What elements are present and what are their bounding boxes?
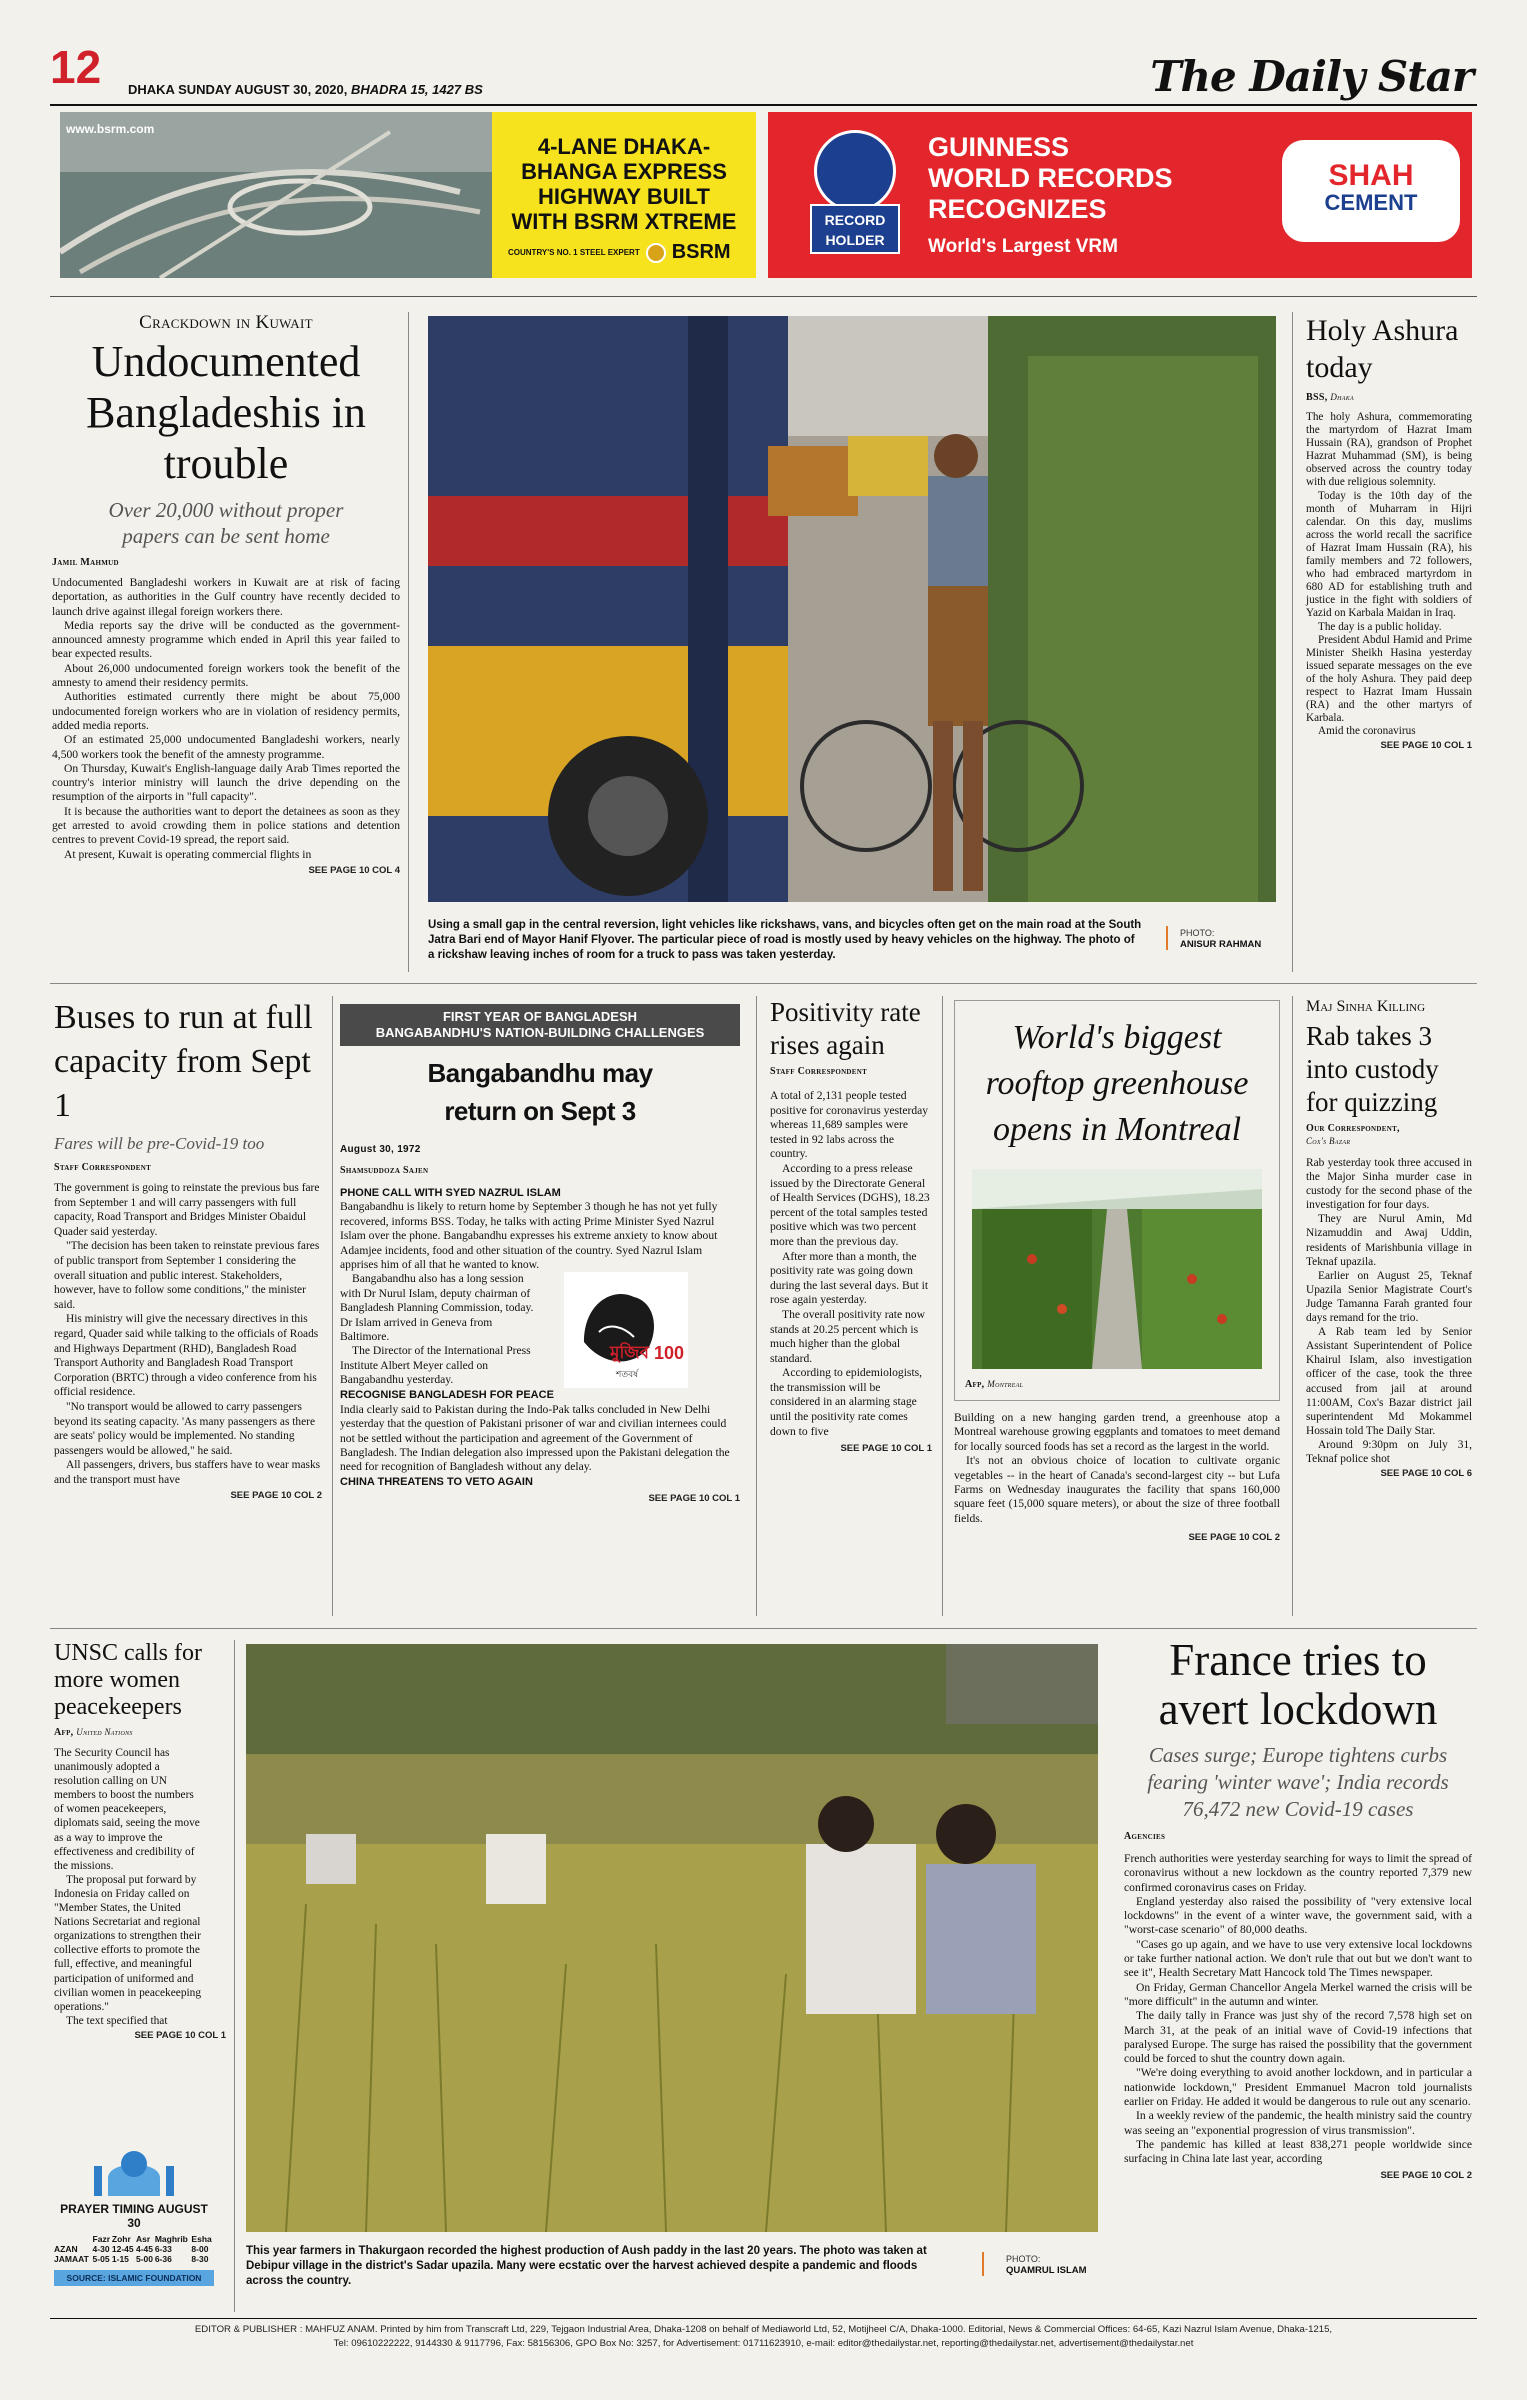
greenhouse-byline (965, 1379, 1269, 1390)
ashura-paragraph: President Abdul Hamid and Prime Minister Sheikh Hasina yesterday issued separate messages on the eve of the holy Ashura. They paid deep respect to Hazrat Imam Hussain (RA) and the other martyrs of Karbala. (1306, 633, 1472, 725)
top-photo-credit (1180, 928, 1261, 950)
mujib-100-logo (564, 1272, 688, 1388)
france-jump-link[interactable]: SEE PAGE 10 COL 2 (1380, 2169, 1472, 2181)
sinha-source: Our Correspondent, (1306, 1123, 1400, 1134)
bangabandhu-jump-link[interactable]: SEE PAGE 10 COL 1 (648, 1493, 740, 1505)
banner-line1: FIRST YEAR OF BANGLADESH (442, 1009, 638, 1024)
mosque-icon (94, 2146, 174, 2196)
top-photo-caption: Using a small gap in the central reversion, light vehicles like rickshaws, vans, and bicycles often get on the main road at the South Jatra Bari end of Mayor Hanif Flyover. The particular piece of road is mostly used by heavy vehicles on the highway. The photo of a rickshaw leaving inches of room for a truck to pass was taken yesterday. (428, 919, 1142, 961)
caption-rule (1166, 926, 1168, 950)
bangabandhu-paragraph: Bangabandhu also has a long session with Dr Nurul Islam, deputy chairman of Bangladesh Planning Commission, today. Dr Islam arrived in Geneva from Baltimore. (340, 1272, 534, 1344)
sinha-byline (1306, 1123, 1472, 1148)
column-rule (408, 312, 409, 972)
kuwait-headline[interactable]: Undocumented Bangladeshis in trouble (86, 337, 366, 488)
buses-jump-link[interactable]: SEE PAGE 10 COL 2 (230, 1490, 322, 1502)
kuwait-kicker: Crackdown in Kuwait (139, 312, 313, 333)
buses-body (54, 1181, 322, 1487)
prayer-timing-box (54, 2146, 214, 2286)
prayer-row (54, 2254, 214, 2264)
credit-name: ANISUR RAHMAN (1180, 939, 1262, 950)
sinha-body (1306, 1156, 1472, 1466)
date-text: DHAKA SUNDAY AUGUST 30, 2020, (128, 82, 348, 97)
bangabandhu-headline[interactable]: Bangabandhu may return on Sept 3 (427, 1058, 653, 1126)
positivity-jump-link[interactable]: SEE PAGE 10 COL 1 (840, 1443, 932, 1455)
prayer-cell: 5-00 (135, 2254, 153, 2264)
guinness-line2: WORLD RECORDS (928, 163, 1173, 193)
prayer-cell: 4-30 (92, 2244, 110, 2254)
france-paragraph: In a weekly review of the pandemic, the health ministry said the country was seeing an "exponential progression of virus transmission". (1124, 2109, 1472, 2137)
sinha-paragraph: Rab yesterday took three accused in the Major Sinha murder case in custody for the second phase of the investigation for four days. (1306, 1157, 1472, 1212)
bangabandhu-banner (340, 1004, 740, 1046)
bsrm-url[interactable]: www.bsrm.com (66, 122, 155, 136)
sinha-dateline: Cox's Bazar (1306, 1136, 1351, 1146)
buses-paragraph: "The decision has been taken to reinstate previous fares of public transport from September 1 considering the overall situation and public interest. Stakeholders, however, have to follow some conditions," the minister said. (54, 1240, 320, 1311)
buses-paragraph: All passengers, drivers, bus staffers have to wear masks and the transport must have (54, 1459, 321, 1486)
credit-name: QUAMRUL ISLAM (1006, 2265, 1087, 2276)
column-rule (942, 996, 943, 1616)
kuwait-paragraph: On Thursday, Kuwait's English-language daily Arab Times reported the country's interior ministry will launch the drive depending on the resumption of the airports in "full capacity". (52, 761, 400, 804)
prayer-source: SOURCE: ISLAMIC FOUNDATION (54, 2270, 214, 2286)
sinha-jump-link[interactable]: SEE PAGE 10 COL 6 (1380, 1468, 1472, 1480)
kuwait-paragraph: About 26,000 undocumented foreign workers took the benefit of the amnesty to amend their residency permits. (52, 661, 400, 690)
prayer-header: Asr (135, 2234, 151, 2244)
bsrm-tag: COUNTRY'S NO. 1 STEEL EXPERT (508, 248, 640, 257)
prayer-cell: 6-36 (154, 2254, 172, 2264)
france-paragraph: French authorities were yesterday searching for ways to limit the spread of coronavirus without a new lockdown as the country reported 7,379 new confirmed coronavirus cases on Friday. (1124, 1852, 1472, 1894)
footer-rule (50, 2318, 1477, 2319)
greenhouse-jump-link[interactable]: SEE PAGE 10 COL 2 (1188, 1532, 1280, 1544)
greenhouse-paragraph: It's not an obvious choice of location to cultivate organic vegetables -- in the heart of Canada's second-largest city -- but Lufa Farms on Wednesday inaugurates the facility that spans 160,000 square feet (15,000 square meters), or about the size of three football fields. (954, 1454, 1280, 1525)
bottom-photo-credit (1006, 2254, 1087, 2276)
france-byline: Agencies (1124, 1831, 1166, 1842)
guinness-text (928, 132, 1173, 262)
bsrm-logo-icon (646, 243, 666, 263)
positivity-paragraph: After more than a month, the positivity rate was going down during the last several days. But it rose again yesterday. (770, 1249, 929, 1307)
prayer-header (54, 2234, 93, 2244)
bangla-date: BHADRA 15, 1427 BS (351, 82, 483, 97)
section-rule (50, 983, 1477, 984)
france-paragraph: On Friday, German Chancellor Angela Merkel warned the crisis will be "more difficult" in the autumn and winter. (1124, 1980, 1472, 2008)
prayer-row (54, 2244, 214, 2254)
buses-paragraph: The government is going to reinstate the previous bus fare from September 1 and will carry passengers with full capacity, Road Transport and Bridges Minister Obaidul Quader said yesterday. (54, 1182, 320, 1238)
positivity-paragraph: According to epidemiologists, the transmission will be considered in an alarming stage until the positivity rate comes down to five (770, 1366, 923, 1438)
paddy-field-image (246, 1644, 1098, 2232)
buses-headline[interactable]: Buses to run at full capacity from Sept 1 (54, 999, 313, 1124)
positivity-paragraph: A total of 2,131 people tested positive for coronavirus yesterday whereas 11,689 samples were tested in 92 labs across the country. (770, 1089, 929, 1161)
unsc-headline[interactable]: UNSC calls for more women peacekeepers (54, 1640, 202, 1720)
guinness-line1: GUINNESS (928, 132, 1070, 162)
credit-label: PHOTO: (1180, 928, 1215, 938)
prayer-cell: AZAN (54, 2244, 78, 2254)
ashura-body (1306, 411, 1472, 738)
greenhouse-story (954, 1000, 1280, 1543)
newspaper-logo: The Daily Star (1150, 52, 1473, 101)
subhead: PHONE CALL WITH SYED NAZRUL ISLAM (340, 1187, 561, 1199)
ashura-jump-link[interactable]: SEE PAGE 10 COL 1 (1380, 740, 1472, 752)
kuwait-paragraph: Authorities estimated currently there might be about 75,000 undocumented foreign workers who are in violation of residency permits, added media reports. (52, 690, 400, 732)
sinha-paragraph: A Rab team led by Senior Assistant Superintendent of Police Khairul Islam, also investigation officer of the case, took the three accused from jail at around 11:00AM, Cox's Bazar district jail superintendent Md Mokammel Hossain told The Daily Star. (1306, 1326, 1472, 1437)
column-rule (756, 996, 757, 1616)
prayer-cell: JAMAAT (54, 2254, 89, 2264)
shah-brand-line2: CEMENT (1324, 190, 1418, 215)
buses-deck: Fares will be pre-Covid-19 too (54, 1134, 265, 1153)
unsc-story (54, 1640, 226, 2041)
france-headline[interactable]: France tries to avert lockdown (1158, 1635, 1438, 1734)
imprint-line: EDITOR & PUBLISHER : MAHFUZ ANAM. Printed by him from Transcraft Ltd, 229, Tejgaon Industrial Area, Dhaka-1208 on behalf of Mediaworld Ltd, 52, Motijheel C/A, Dhaka-1000. Editorial, News & Commercial Offices: 64-65, Kazi Nazrul Islam Avenue, Dhaka-1215, (194, 2324, 1333, 2335)
caption-rule (982, 2252, 984, 2276)
mujib-logo-number: 100 (654, 1343, 685, 1364)
sinha-paragraph: Around 9:30pm on July 31, Teknaf police shot (1306, 1438, 1472, 1465)
positivity-paragraph: According to a press release issued by the Directorate General of Health Services (DGHS), 18.23 percent of the total samples tested positive which was two percent more than the previous day. (770, 1161, 930, 1248)
bangabandhu-paragraph: India clearly said to Pakistan during the Indo-Pak talks concluded in New Delhi yesterday that the question of Pakistani prisoner of war and civilian internees could not be settled without the participation and agreement of the Government of Bangladesh. The Indian delegation also impressed upon the Pakistani delegation the need for recognition of Bangladesh without any delay. (340, 1402, 730, 1474)
unsc-dateline: United Nations (76, 1727, 133, 1737)
bangabandhu-body (340, 1186, 740, 1489)
ad-rule (50, 296, 1477, 297)
prayer-title: PRAYER TIMING AUGUST 30 (60, 2202, 208, 2230)
holder-label: HOLDER (825, 232, 885, 248)
france-paragraph: "We're doing everything to avoid another lockdown, and in particular a nationwide lockdown," President Emmanuel Macron told journalists earlier on Friday. He added it would be dangerous to rule out any scenario. (1124, 2066, 1472, 2109)
prayer-cell: 4-45 (135, 2244, 153, 2254)
greenhouse-paragraph: Building on a new hanging garden trend, a greenhouse atop a Montreal warehouse growing eggplants and tomatoes to meet demand for locally sourced foods has set a record as the largest in the world. (954, 1411, 1280, 1453)
ashura-byline (1306, 392, 1472, 403)
positivity-paragraph: The overall positivity rate now stands at 20.25 percent which is much higher than the global standard. (770, 1307, 925, 1365)
guinness-badge-icon (814, 130, 896, 212)
shah-brand-line1: SHAH (1328, 159, 1414, 192)
prayer-header: Fazr (92, 2234, 111, 2244)
sinha-paragraph: Earlier on August 25, Teknaf Upazila Senior Magistrate Court's Judge Tamanna Farah granted four days remand for the trio. (1306, 1269, 1472, 1325)
kuwait-byline: Jamil Mahmud (52, 557, 119, 568)
column-rule (1292, 996, 1293, 1616)
kuwait-deck: Over 20,000 without proper papers can be sent home (108, 498, 344, 548)
truck-rickshaw-photo (428, 316, 1276, 902)
prayer-header: Maghrib (154, 2234, 188, 2244)
prayer-cell: 8-30 (191, 2254, 209, 2264)
prayer-cell: 5-05 (92, 2254, 110, 2264)
bangabandhu-paragraph: The Director of the International Press Institute Albert Meyer called on Bangabandhu yesterday. (340, 1344, 531, 1387)
greenhouse-headline[interactable]: World's biggest rooftop greenhouse opens in Montreal (985, 1019, 1249, 1148)
masthead-rule (50, 104, 1477, 106)
prayer-cell: 1-15 (111, 2254, 129, 2264)
france-paragraph: England yesterday also raised the possibility of "very extensive local lockdowns" in the event of a winter wave, the government said, with a "worst-case scenario" of 80,000 deaths. (1124, 1894, 1472, 1937)
dateline (128, 82, 483, 97)
kuwait-paragraph: It is because the authorities want to deport the detainees as soon as they get arrested to avoid crowding them in police stations and detention centres to prevent Covid-19 spread, the report said. (52, 804, 400, 847)
bsrm-ad[interactable] (60, 112, 756, 278)
unsc-byline (54, 1727, 226, 1738)
credit-label: PHOTO: (1006, 2254, 1041, 2264)
kuwait-paragraph: Media reports say the drive will be conducted as the government-announced amnesty programme which ended in April this year failed to bear expected results. (52, 618, 400, 661)
sinha-kicker: Maj Sinha Killing (1306, 998, 1426, 1015)
shah-cement-ad[interactable] (768, 112, 1472, 278)
bsrm-brand: BSRM (671, 241, 731, 263)
france-paragraph: "Cases go up again, and we have to use very extensive local lockdowns or take further national action. We don't rule that out but we don't want to see it", Health Secretary Matt Hancock told The Times newspaper. (1124, 1937, 1472, 1980)
prayer-header: Zohr (111, 2234, 131, 2244)
column-rule (234, 1640, 235, 2312)
ashura-paragraph: The holy Ashura, commemorating the martyrdom of Hazrat Imam Hussain (RA), grandson of Prophet Hazrat Muhammad (SM), is being observed across the country today with due religious solemnity. (1306, 411, 1472, 489)
greenhouse-box (954, 1000, 1280, 1401)
bangabandhu-date: August 30, 1972 (340, 1144, 421, 1155)
kuwait-body (52, 576, 400, 862)
contact-line: Tel: 09610222222, 9144330 & 9117796, Fax: 58156306, GPO Box No: 3257, for Advertisement: 01711623910, e-mail: editor@thedailystar.net, reporting@thedailystar.net, advertisement@thedailystar.net (333, 2338, 1194, 2349)
record-label: RECORD (824, 212, 886, 228)
guinness-line4: World's Largest VRM (928, 236, 1118, 257)
ashura-paragraph: Amid the coronavirus (1318, 725, 1416, 738)
paddy-harvest-photo (246, 1644, 1098, 2232)
prayer-header: Esha (191, 2234, 212, 2244)
prayer-header-row (54, 2234, 214, 2244)
greenhouse-dateline: Montreal (987, 1379, 1024, 1389)
prayer-cell: 8-00 (191, 2244, 209, 2254)
france-story (1124, 1636, 1472, 2181)
subhead: CHINA THREATENS TO VETO AGAIN (340, 1475, 533, 1488)
subhead: RECOGNISE BANGLADESH FOR PEACE (340, 1389, 554, 1402)
kuwait-jump-link[interactable]: SEE PAGE 10 COL 4 (308, 864, 400, 876)
greenhouse-image (972, 1169, 1262, 1369)
unsc-jump-link[interactable]: SEE PAGE 10 COL 1 (134, 2029, 226, 2041)
positivity-byline: Staff Correspondent (770, 1066, 868, 1077)
mujib-logo-subtext: শতবর্ষ (616, 1370, 639, 1381)
greenhouse-photo (972, 1169, 1262, 1369)
unsc-paragraph: The proposal put forward by Indonesia on Friday called on "Member States, the United Nations Secretariat and regional organizations to strengthen their collective efforts to promote the full, effective, and meaningful participation of uniformed and civilian women in peacekeeping operations." (54, 1873, 202, 2013)
ashura-headline[interactable]: Holy Ashura today (1306, 314, 1459, 384)
greenhouse-source: Afp, (965, 1379, 985, 1390)
bsrm-headline: 4-LANE DHAKA-BHANGA EXPRESS HIGHWAY BUILT WITH BSRM XTREME (511, 134, 737, 234)
prayer-table (54, 2234, 214, 2264)
ashura-paragraph: The day is a public holiday. (1318, 620, 1442, 633)
column-rule (332, 996, 333, 1616)
buses-story (54, 996, 322, 1501)
unsc-body (54, 1746, 226, 2028)
street-scene-image (428, 316, 1276, 902)
kuwait-paragraph: Undocumented Bangladeshi workers in Kuwait are at risk of facing deportation, as authorities in the Gulf country have recently decided to launch drive against illegal foreign workers there. (52, 576, 400, 618)
sinha-story (1306, 998, 1472, 1479)
ashura-story (1306, 312, 1472, 751)
ashura-paragraph: Today is the 10th day of the month of Muharram in Hijri calendar. On this day, muslims across the world recall the sacrifice of Hazrat Imam Hussain (RA), his family members and 72 followers, who had embraced martyrdom in 680 AD for establishing truth and justice in the fight with soldiers of Yazid on Karbala Maidan in Iraq. (1306, 489, 1472, 620)
record-holder-box (810, 204, 900, 254)
mujib-logo-text: মুজিব (610, 1343, 649, 1364)
unsc-source: Afp, (54, 1727, 74, 1738)
positivity-headline[interactable]: Positivity rate rises again (770, 997, 921, 1060)
sinha-headline[interactable]: Rab takes 3 into custody for quizzing (1306, 1021, 1439, 1117)
shah-cement-logo (1282, 140, 1460, 242)
kuwait-paragraph: Of an estimated 25,000 undocumented Bangladeshi workers, nearly 4,500 workers took the benefit of the amnesty programme. (52, 733, 400, 761)
france-body (1124, 1852, 1472, 2167)
bangabandhu-story (340, 1004, 740, 1504)
bangabandhu-paragraph: Bangabandhu is likely to return home by September 3 though he has not yet fully recovered, informs BSS. Today, he talks with acting Prime Minister Syed Nazrul Islam over the phone. Bangabandhu expresses his extreme anxiety to know about Adamjee incidents, food and other situation of the country. Syed Nazrul Islam apprises him of all that he wanted to know. (340, 1200, 718, 1272)
sinha-paragraph: They are Nurul Amin, Md Nizamuddin and Awaj Uddin, residents of Marishbunia village in Teknaf upazila. (1306, 1213, 1472, 1268)
kuwait-story (52, 312, 400, 876)
france-paragraph: The pandemic has killed at least 838,271 people worldwide since surfacing in China late last year, according (1124, 2137, 1472, 2166)
unsc-paragraph: The Security Council has unanimously adopted a resolution calling on UN members to boost the numbers of women peacekeepers, diplomats said, seeing the move as a way to improve the effectiveness and credibility of the missions. (54, 1747, 200, 1872)
buses-paragraph: His ministry will give the necessary directives in this regard, Quader said while talking to the officials of Roads and Highways Department (RHD), Bangladesh Road Transport Authority and Bangladesh Road Transport Corporation (BRTC) through a video conference from his official residence. (54, 1313, 319, 1399)
greenhouse-body (954, 1411, 1280, 1526)
banner-line2: BANGABANDHU'S NATION-BUILDING CHALLENGES (375, 1025, 705, 1040)
bottom-photo-caption: This year farmers in Thakurgaon recorded the highest production of Aush paddy in the last 20 years. The photo was taken at Debipur village in the district's Sadar upazila. Many were ecstatic over the harvest achieved despite a pandemic and floods across the country. (246, 2245, 927, 2287)
positivity-body (770, 1089, 932, 1439)
column-rule (1292, 312, 1293, 972)
bangabandhu-byline: Shamsuddoza Sajen (340, 1165, 429, 1176)
france-deck: Cases surge; Europe tightens curbs fearing 'winter wave'; India records 76,472 new Covid-19 cases (1147, 1743, 1449, 1821)
kuwait-paragraph: At present, Kuwait is operating commercial flights in (64, 847, 312, 861)
prayer-cell: 12-45 (111, 2244, 134, 2254)
page-number: 12 (50, 41, 102, 93)
buses-paragraph: "No transport would be allowed to carry passengers beyond its seating capacity. 'As many passengers as there are seats' policy would be implemented. No standing passengers would be allowed," he said. (54, 1400, 316, 1457)
positivity-story (770, 996, 932, 1454)
prayer-cell: 6-33 (154, 2244, 172, 2254)
unsc-paragraph: The text specified that (66, 2014, 168, 2027)
ashura-source: BSS, (1306, 392, 1328, 403)
france-paragraph: The daily tally in France was just shy of the record 7,578 high set on March 31, at the peak of an initial wave of Covid-19 infections that paralysed Europe. The surge has raised the possibility that the government could be forced to shut the country down again. (1124, 2009, 1472, 2066)
bsrm-yellow-panel (492, 112, 756, 278)
buses-byline: Staff Correspondent (54, 1162, 152, 1173)
guinness-line3: RECOGNIZES (928, 194, 1107, 224)
ashura-dateline: Dhaka (1330, 392, 1354, 402)
section-rule (50, 1628, 1477, 1629)
